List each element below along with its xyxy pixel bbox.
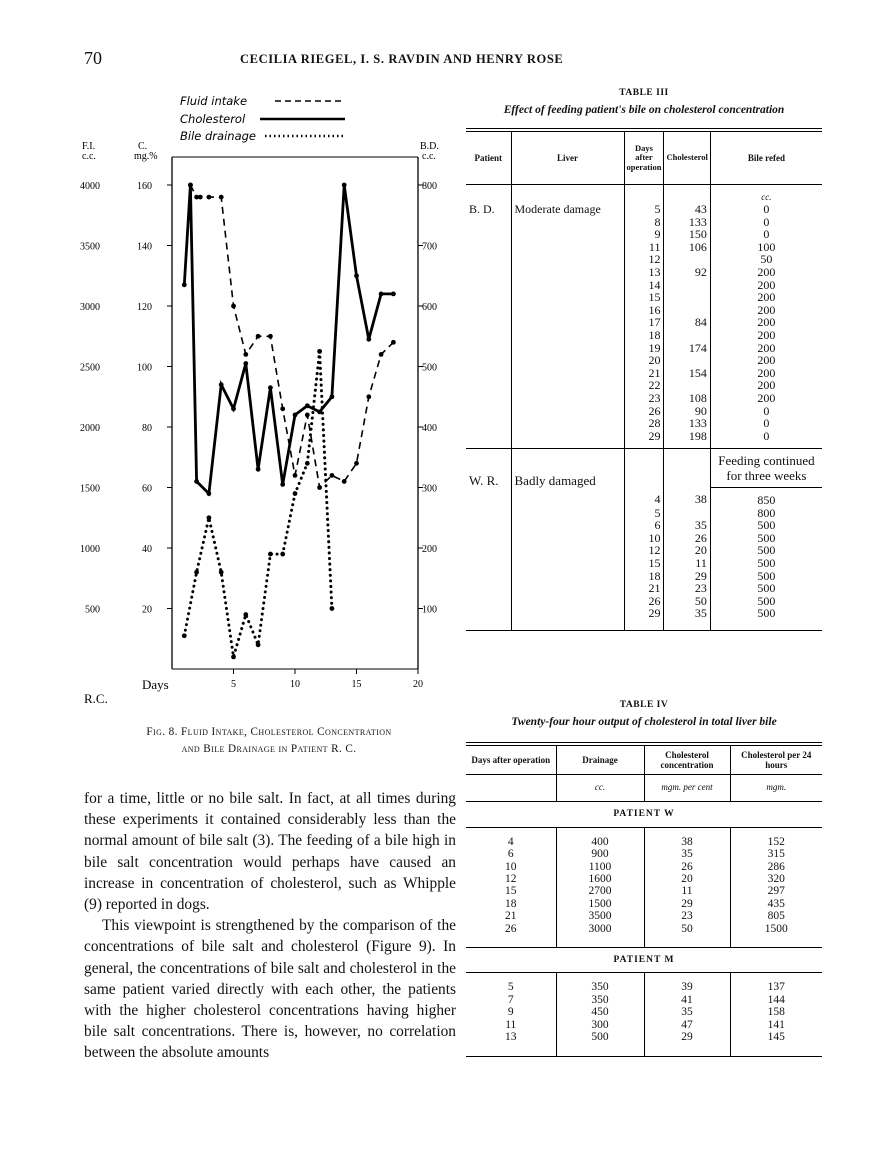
bile-drainage-point: [194, 570, 199, 575]
t3-row: [466, 203, 822, 216]
t4-header-per-24h: Cholesterol per 24 hours: [741, 750, 812, 770]
t3-days: 16: [624, 304, 664, 317]
t3-days: 12: [624, 544, 664, 557]
t3-days: 19: [624, 342, 664, 355]
axis-c-unit: mg.%: [134, 151, 158, 162]
t4-drainage: 1600: [556, 873, 644, 885]
t4-days: 9: [466, 1006, 556, 1018]
table-3-subtitle: Effect of feeding patient's bile on cholesterol concentration: [503, 104, 785, 116]
t3-cholesterol: 198: [664, 430, 710, 443]
legend-bile-drainage: Bile drainage: [180, 129, 256, 143]
t3-cholesterol: 106: [664, 241, 710, 254]
caption-line-2: and Bile Drainage in Patient R. C.: [181, 743, 357, 755]
fluid-intake-point: [342, 479, 347, 484]
t4-row: [466, 861, 822, 873]
table-4-grid: [466, 746, 822, 1056]
figure-caption: [84, 724, 454, 758]
fluid-intake-point: [317, 485, 322, 490]
bile-drainage-point: [305, 461, 310, 466]
bile-drainage-point: [330, 606, 335, 611]
fluid-intake-point: [379, 352, 384, 357]
cholesterol-point: [268, 385, 273, 390]
cholesterol-point: [256, 467, 261, 472]
running-head: [0, 48, 890, 72]
t4-days: 12: [466, 873, 556, 885]
cholesterol-line: [184, 185, 393, 494]
t3-days: 8: [624, 216, 664, 229]
t4-per-24h: 805: [767, 910, 785, 923]
t3-cholesterol: 11: [664, 557, 710, 570]
fluid-intake-point: [293, 473, 298, 478]
bile-drainage-point: [182, 633, 187, 638]
t3-bile-refed: 200: [757, 302, 776, 317]
bile-drainage-point: [293, 491, 298, 496]
t3-bile-refed: 0: [763, 202, 770, 217]
fluid-intake-point: [198, 195, 203, 200]
t3-bile-refed: 0: [763, 214, 770, 229]
t3-bile-refed: 200: [757, 391, 776, 405]
cholesterol-point: [182, 282, 187, 287]
cholesterol-point: [305, 403, 310, 408]
cholesterol-point: [231, 406, 236, 411]
t4-row: [466, 923, 822, 948]
t3-bile-refed: 0: [763, 416, 770, 431]
bd-tick-label: 300: [422, 483, 437, 495]
c-tick-label: 60: [142, 483, 152, 495]
t4-row: [466, 873, 822, 885]
t3-row: [466, 557, 822, 570]
t3-days: 21: [624, 582, 664, 595]
t4-row: [466, 1031, 822, 1055]
t4-section-patient-w: PATIENT W: [466, 802, 822, 827]
fluid-intake-line: [190, 185, 393, 488]
t4-concentration: 39: [644, 973, 730, 994]
body-text: [84, 788, 456, 1064]
t3-cholesterol: 108: [664, 392, 710, 405]
paragraph-2: This viewpoint is strengthened by the comparison of the concentrations of bile salt and cholesterol (Figure 9). In general, the concentrations of bile salt and cholesterol in the same patient varied directly with each other, the patients with the higher cholesterol concentrations having higher bile salt concentrations. There is, however, no correlation between the absolute amounts: [84, 917, 456, 1062]
t4-drainage: 2700: [556, 885, 644, 897]
t4-concentration: 50: [644, 923, 730, 948]
axis-fi-label: F.I.: [82, 141, 96, 152]
cholesterol-point: [379, 292, 384, 297]
t3-cholesterol: 154: [664, 367, 710, 380]
cholesterol-point: [330, 394, 335, 399]
x-tick-label: 10: [290, 679, 300, 690]
table-4-heading: [466, 700, 822, 728]
t4-per-24h: 158: [767, 1006, 785, 1019]
t3-cholesterol: 43: [664, 203, 710, 216]
t4-drainage: 900: [556, 848, 644, 860]
t4-header-drainage: Drainage: [556, 746, 644, 775]
cholesterol-point: [219, 382, 224, 387]
t3-cholesterol: 84: [664, 316, 710, 329]
c-tick-label: 100: [137, 362, 152, 374]
x-tick-label: 20: [413, 679, 423, 690]
t3-bile-refed: 200: [757, 265, 776, 280]
t3-bile-refed: 200: [757, 277, 776, 292]
t3-days: 29: [624, 607, 664, 620]
legend-fluid-intake: Fluid intake: [180, 94, 248, 108]
cholesterol-point: [207, 491, 212, 496]
fluid-intake-point: [219, 195, 224, 200]
t4-days: 15: [466, 885, 556, 897]
t3-bile-refed: 200: [757, 340, 776, 355]
t4-drainage: 450: [556, 1006, 644, 1018]
t4-row: [466, 973, 822, 994]
t4-per-24h: 1500: [764, 922, 788, 935]
t3-bile-refed: 500: [757, 555, 776, 570]
t3-row: [466, 582, 822, 595]
t3-bile-refed: 200: [757, 315, 776, 330]
t3-liver: Moderate damage: [511, 203, 624, 216]
t4-concentration: 20: [644, 873, 730, 885]
fluid-intake-point: [354, 461, 359, 466]
t4-concentration: 41: [644, 994, 730, 1006]
t3-bile-refed: 0: [763, 403, 770, 418]
t3-days: 12: [624, 253, 664, 266]
t3-days: 15: [624, 291, 664, 304]
t4-days: 11: [466, 1019, 556, 1031]
t4-concentration: 29: [644, 1031, 730, 1055]
bile-drainage-point: [207, 515, 212, 520]
t4-row: [466, 994, 822, 1006]
t3-bile-refed: 50: [760, 252, 773, 267]
fluid-intake-point: [391, 340, 396, 345]
table-4-subtitle: Twenty-four hour output of cholesterol in total liver bile: [511, 716, 777, 728]
t3-bile-refed: 850: [757, 492, 776, 507]
axis-fi-unit: c.c.: [82, 151, 96, 162]
t3-days: 22: [624, 379, 664, 392]
fluid-intake-point: [268, 334, 273, 339]
t3-days: 26: [624, 595, 664, 608]
t4-header-days: Days after operation: [466, 746, 556, 775]
bile-drainage-point: [256, 642, 261, 647]
t3-feeding-note: Feeding continued for three weeks: [710, 448, 822, 487]
t3-bile-refed: 0: [763, 428, 770, 443]
t3-row: [466, 354, 822, 367]
t3-liver: Badly damaged: [511, 448, 624, 487]
t3-header-liver: Liver: [511, 132, 624, 184]
t3-bile-refed: 500: [757, 530, 776, 545]
t4-days: 18: [466, 898, 556, 910]
t4-row: [466, 827, 822, 848]
bd-tick-label: 700: [422, 241, 437, 253]
t3-days: 14: [624, 279, 664, 292]
t3-row: [466, 430, 822, 443]
t4-unit: [466, 775, 556, 802]
x-ticks: [231, 669, 423, 690]
table-3-grid: [466, 132, 822, 630]
paragraph-1: for a time, little or no bile salt. In fact, at all times during these experiments it contained considerably less than the normal amount of bile salt (3). The feeding of a bile high in bile salt concentration would perhaps have caused an increase in concentration of cholesterol, such as Whipple (9) reported in dogs.: [84, 790, 456, 914]
axis-bd-unit: c.c.: [422, 151, 436, 162]
bd-tick-label: 500: [422, 362, 437, 374]
t3-bile-refed: 500: [757, 606, 776, 621]
fluid-intake-point: [256, 334, 261, 339]
line-chart: [60, 85, 460, 705]
t4-per-24h: 141: [767, 1018, 785, 1031]
bd-tick-label: 100: [422, 604, 437, 616]
bile-drainage-line: [184, 351, 332, 657]
t3-row: [466, 266, 822, 279]
t3-bile-refed: 200: [757, 365, 776, 380]
t4-drainage: 3000: [556, 923, 644, 948]
t4-days: 26: [466, 923, 556, 948]
x-tick-label: 15: [351, 679, 362, 690]
t3-cholesterol: [664, 279, 710, 292]
c-tick-label: 120: [137, 302, 152, 313]
fi-tick-label: 3500: [80, 241, 100, 253]
t3-days: 10: [624, 532, 664, 545]
table-4-title: TABLE IV: [619, 700, 669, 710]
t3-cholesterol: [664, 354, 710, 367]
bile-drainage-point: [219, 570, 224, 575]
t3-days: 5: [624, 507, 664, 520]
t4-per-24h: 137: [767, 981, 785, 994]
legend-cholesterol: Cholesterol: [180, 112, 246, 126]
t3-bile-refed: 800: [757, 505, 776, 520]
t4-per-24h: 435: [767, 897, 785, 910]
bile-drainage-point: [317, 349, 322, 354]
cholesterol-point: [194, 479, 199, 484]
fluid-intake-point: [243, 352, 248, 357]
t3-bile-refed: 200: [757, 290, 776, 305]
x-axis-label: Days: [142, 677, 169, 692]
fi-tick-label: 3000: [80, 302, 100, 313]
t3-cholesterol: 20: [664, 544, 710, 557]
t3-unit: cc.: [761, 191, 772, 202]
bile-drainage-point: [268, 552, 273, 557]
t4-per-24h: 152: [767, 835, 785, 848]
t3-cholesterol: 174: [664, 342, 710, 355]
cholesterol-point: [243, 361, 248, 366]
t3-cholesterol: [664, 291, 710, 304]
t3-row: [466, 607, 822, 620]
t3-cholesterol: 133: [664, 216, 710, 229]
t3-bile-refed: 100: [757, 239, 776, 254]
bile-drainage-point: [231, 655, 236, 660]
t4-days: 13: [466, 1031, 556, 1055]
t3-bile-refed: 500: [757, 543, 776, 558]
t3-days: 11: [624, 241, 664, 254]
fluid-intake-point: [280, 406, 285, 411]
t3-bile-refed: 200: [757, 378, 776, 393]
t4-unit: mgm.: [766, 782, 787, 792]
t3-cholesterol: 90: [664, 405, 710, 418]
bd-tick-label: 400: [422, 423, 437, 434]
t3-patient: B. D.: [466, 203, 511, 216]
t3-days: 21: [624, 367, 664, 380]
bd-tick-label: 800: [422, 181, 437, 192]
t4-drainage: 350: [556, 973, 644, 994]
t4-drainage: 3500: [556, 910, 644, 922]
c-tick-label: 160: [137, 181, 152, 192]
t3-days: 29: [624, 430, 664, 443]
cholesterol-point: [366, 337, 371, 342]
cholesterol-point: [391, 292, 396, 297]
t3-row: [466, 291, 822, 304]
fluid-intake-point: [366, 394, 371, 399]
fluid-intake-point: [207, 195, 212, 200]
t4-row: [466, 1006, 822, 1018]
c-tick-label: 80: [142, 423, 152, 434]
fi-tick-label: 2000: [80, 423, 100, 434]
t3-header-bile-refed: Bile refed: [747, 152, 785, 163]
running-title: CECILIA RIEGEL, I. S. RAVDIN AND HENRY ROSE: [240, 52, 564, 66]
t4-concentration: 35: [644, 1006, 730, 1018]
t3-cholesterol: 133: [664, 417, 710, 430]
t4-drainage: 300: [556, 1019, 644, 1031]
fluid-intake-point: [231, 304, 236, 309]
t4-drainage: 350: [556, 994, 644, 1006]
t3-bile-refed: 200: [757, 328, 776, 343]
fi-tick-label: 1500: [80, 483, 100, 495]
t3-patient: W. R.: [466, 448, 511, 487]
t3-cholesterol: 29: [664, 570, 710, 583]
t4-days: 10: [466, 861, 556, 873]
t4-unit: cc.: [556, 775, 644, 802]
t4-concentration: 23: [644, 910, 730, 922]
fi-tick-label: 1000: [80, 544, 100, 555]
t3-bile-refed: 200: [757, 353, 776, 368]
t4-row: [466, 848, 822, 860]
fluid-intake-point: [330, 473, 335, 478]
t3-row: [466, 329, 822, 342]
bd-tick-label: 600: [422, 302, 437, 313]
page-number: 70: [84, 48, 102, 68]
table-3-title: TABLE III: [619, 88, 669, 98]
table-3-heading: [466, 88, 822, 116]
t3-row: [466, 392, 822, 405]
bile-drainage-point: [243, 612, 248, 617]
t3-days: 20: [624, 354, 664, 367]
t4-days: 21: [466, 910, 556, 922]
t3-cholesterol: 35: [664, 607, 710, 620]
t4-days: 6: [466, 848, 556, 860]
t3-days: 26: [624, 405, 664, 418]
t4-concentration: 26: [644, 861, 730, 873]
figure-8: [60, 85, 460, 705]
t4-per-24h: 145: [767, 1031, 785, 1044]
cholesterol-point: [342, 183, 347, 188]
t4-per-24h: 144: [767, 993, 785, 1006]
t3-cholesterol: 38: [664, 487, 710, 506]
c-tick-label: 140: [137, 241, 152, 253]
t3-bile-refed: 0: [763, 227, 770, 242]
fi-tick-label: 500: [85, 604, 100, 616]
t4-row: [466, 910, 822, 922]
t3-bile-refed: 500: [757, 581, 776, 596]
t4-row: [466, 898, 822, 910]
bile-drainage-point: [280, 552, 285, 557]
axis-bd-label: B.D.: [420, 141, 439, 152]
caption-line-1: Fig. 8. Fluid Intake, Cholesterol Concentration: [146, 726, 392, 738]
c-tick-label: 20: [142, 604, 152, 616]
t3-days: 17: [624, 316, 664, 329]
t3-cholesterol: 50: [664, 595, 710, 608]
t4-concentration: 11: [644, 885, 730, 897]
t4-concentration: 38: [644, 827, 730, 848]
bd-tick-label: 200: [422, 544, 437, 555]
t4-concentration: 29: [644, 898, 730, 910]
t3-cholesterol: [664, 329, 710, 342]
t4-row: [466, 885, 822, 897]
t4-unit: mgm. per cent: [644, 775, 730, 802]
table-4: [466, 742, 822, 1057]
t3-header-cholesterol: Cholesterol: [664, 132, 710, 184]
t3-header-days: Days after operation: [624, 132, 664, 184]
t4-drainage: 500: [556, 1031, 644, 1055]
y-ticks: [80, 181, 437, 616]
t3-header-patient: Patient: [466, 132, 511, 184]
t3-days: 6: [624, 519, 664, 532]
t3-days: 4: [624, 487, 664, 506]
t4-days: 5: [466, 973, 556, 994]
cholesterol-point: [354, 273, 359, 278]
t3-bile-refed: 500: [757, 518, 776, 533]
t4-per-24h: 286: [767, 860, 785, 873]
cholesterol-point: [188, 183, 193, 188]
t4-concentration: 47: [644, 1019, 730, 1031]
t4-concentration: 35: [644, 848, 730, 860]
t4-drainage: 400: [556, 827, 644, 848]
t3-row: [466, 487, 822, 506]
t3-days: 13: [624, 266, 664, 279]
t3-days: 15: [624, 557, 664, 570]
t4-per-24h: 297: [767, 885, 785, 898]
patient-label: R.C.: [84, 691, 108, 705]
t3-row: [466, 519, 822, 532]
axis-c-label: C.: [138, 141, 148, 152]
c-tick-label: 40: [142, 544, 152, 555]
t3-days: 9: [624, 228, 664, 241]
t4-drainage: 1100: [556, 861, 644, 873]
t3-cholesterol: 92: [664, 266, 710, 279]
t3-cholesterol: 35: [664, 519, 710, 532]
t4-drainage: 1500: [556, 898, 644, 910]
t3-days: 5: [624, 203, 664, 216]
t3-days: 23: [624, 392, 664, 405]
t4-per-24h: 315: [767, 848, 785, 861]
t3-row: [466, 228, 822, 241]
cholesterol-point: [293, 413, 298, 418]
t3-bile-refed: 500: [757, 568, 776, 583]
t3-days: 18: [624, 570, 664, 583]
fi-tick-label: 2500: [80, 362, 100, 374]
t3-cholesterol: 23: [664, 582, 710, 595]
t3-cholesterol: 150: [664, 228, 710, 241]
t4-header-concentration: Cholesterol concentration: [644, 746, 730, 775]
t4-section-patient-m: PATIENT M: [466, 948, 822, 973]
t3-bile-refed: 500: [757, 593, 776, 608]
series-group: [182, 183, 396, 660]
t4-row: [466, 1019, 822, 1031]
fluid-intake-point: [305, 413, 310, 418]
t3-cholesterol: 26: [664, 532, 710, 545]
table-3: [466, 128, 822, 631]
t3-days: 18: [624, 329, 664, 342]
t4-days: 7: [466, 994, 556, 1006]
fi-tick-label: 4000: [80, 181, 100, 192]
t3-row: [466, 417, 822, 430]
t4-days: 4: [466, 827, 556, 848]
x-tick-label: 5: [231, 679, 236, 690]
cholesterol-point: [280, 482, 285, 487]
t4-per-24h: 320: [767, 873, 785, 886]
t3-days: 28: [624, 417, 664, 430]
